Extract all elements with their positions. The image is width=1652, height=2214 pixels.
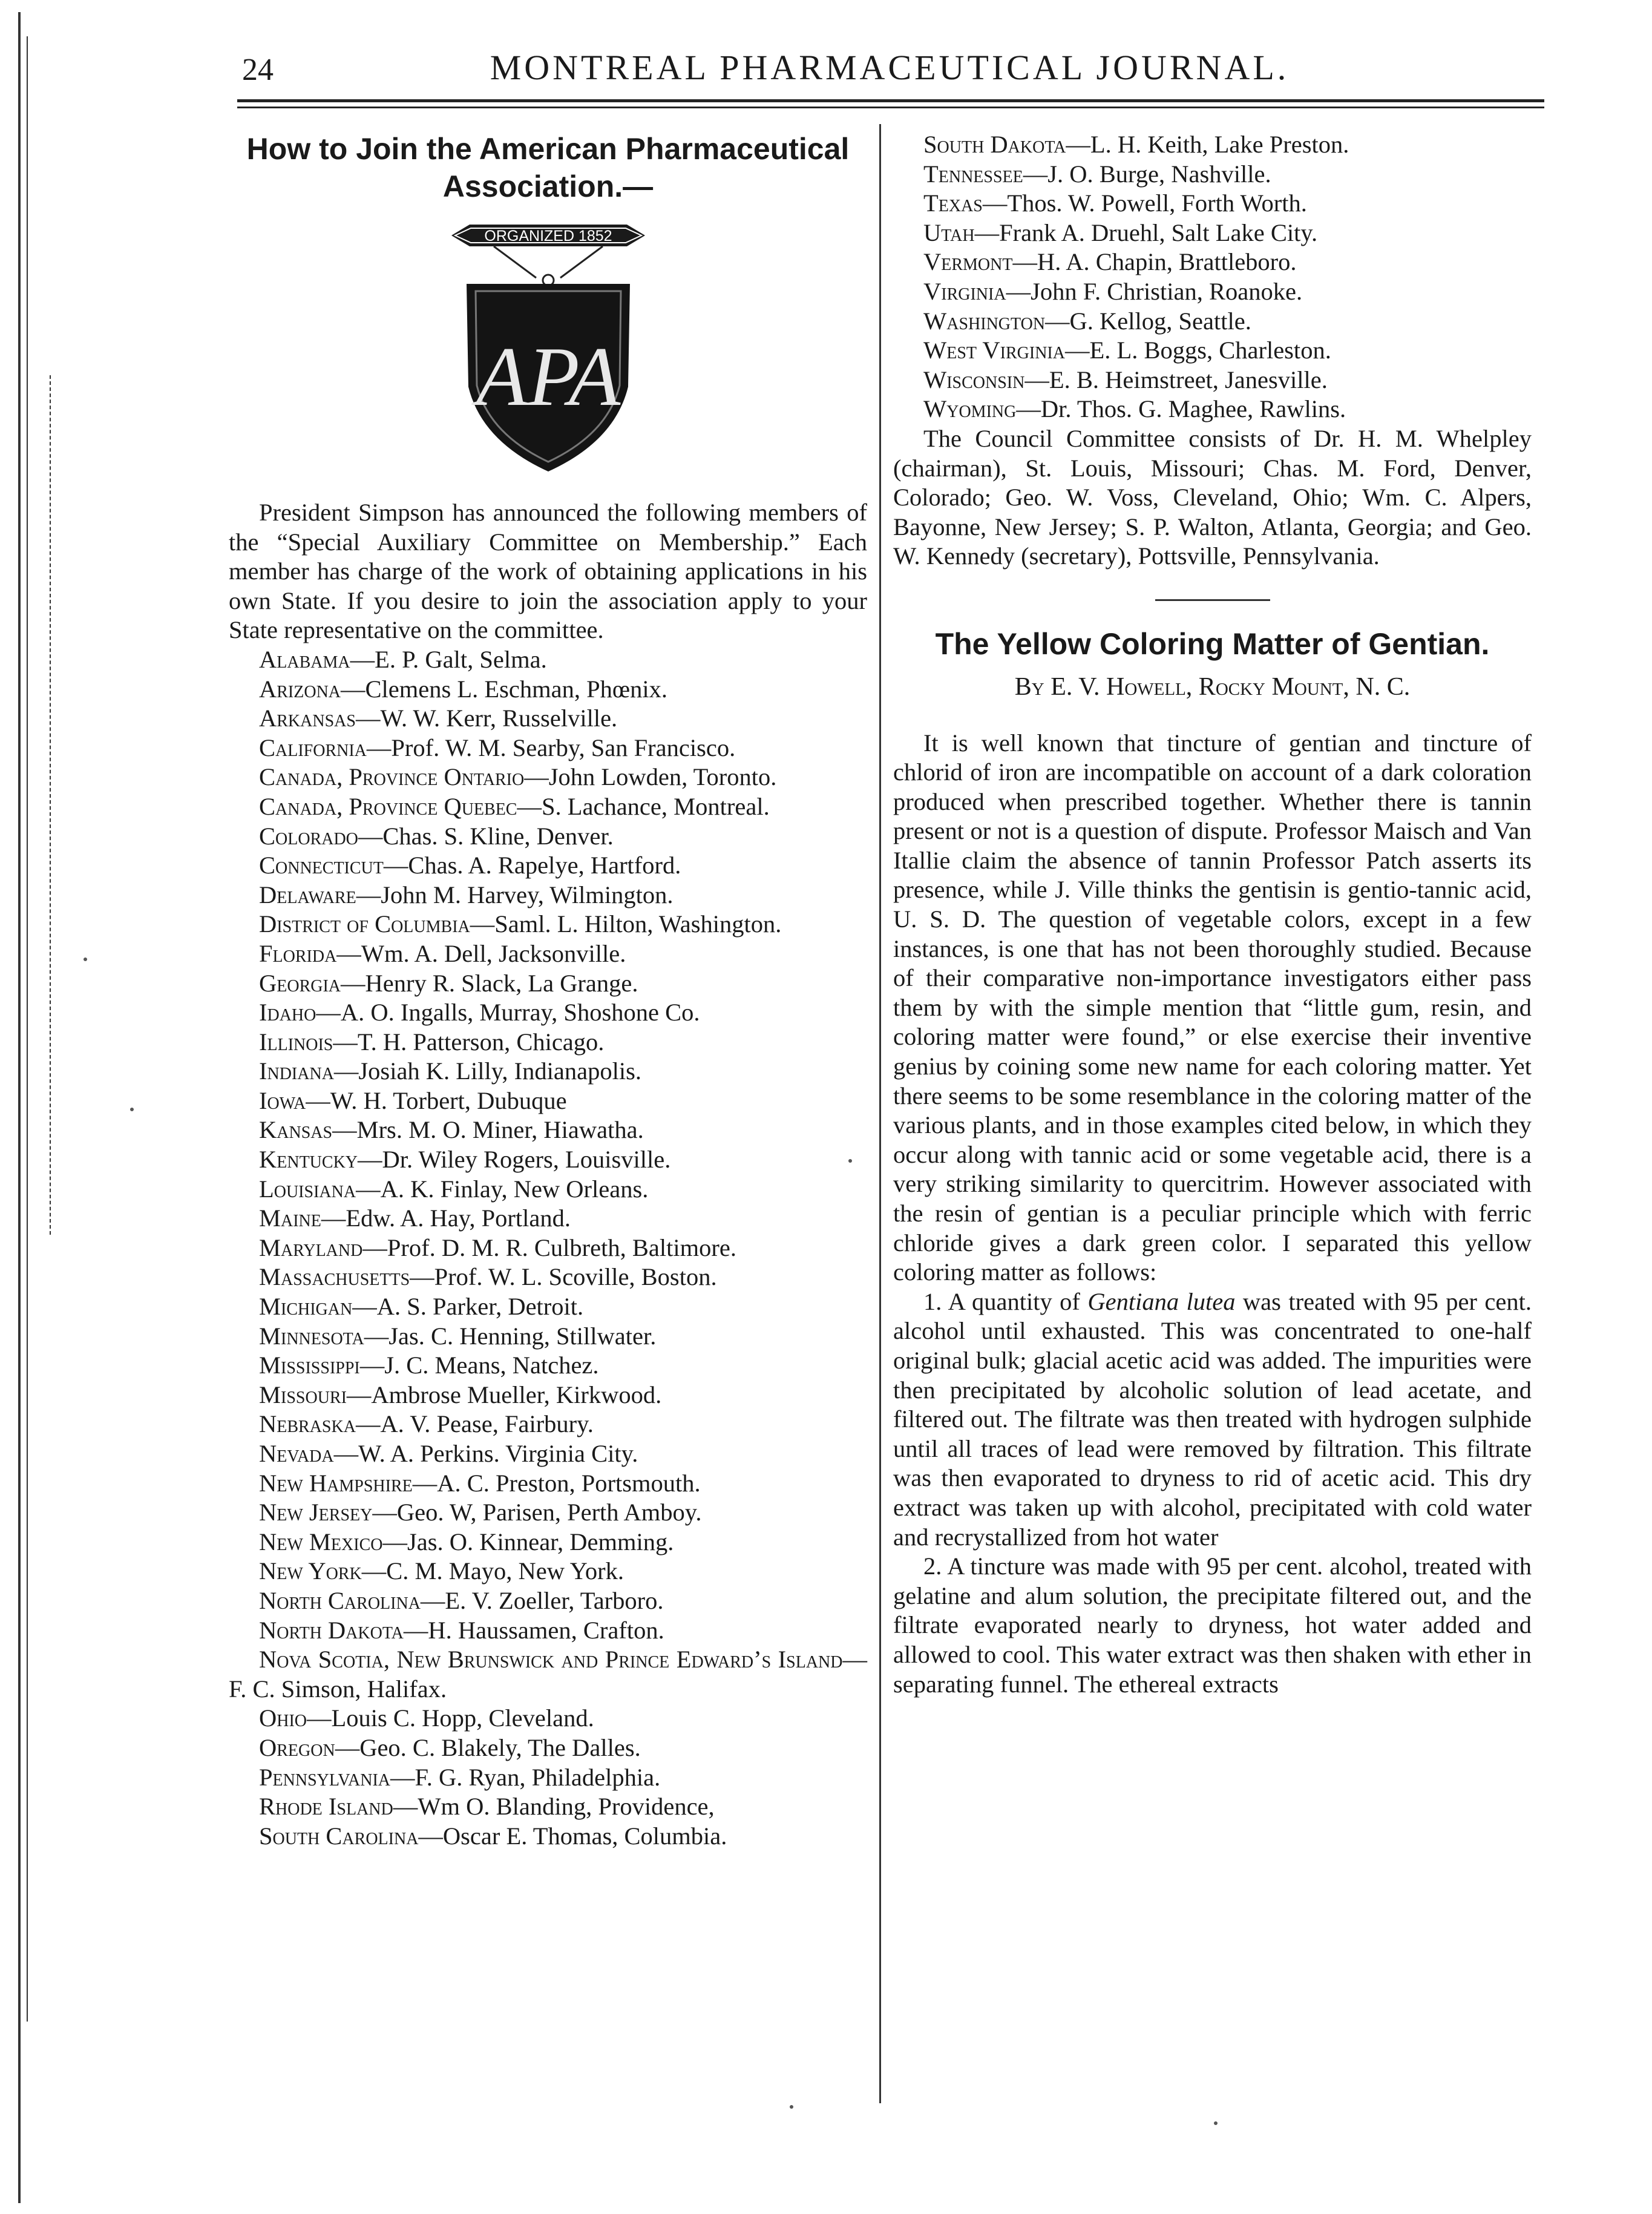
article-paragraph-1: It is well known that tincture of gentian and tincture of chlorid of iron are incompatible on account of a dark coloration produced when prescribed together. Whether there is tannin present or not is a question of dispute. Professor Maisch and Van Itallie claim the absence of tannin Professor Patch asserts its presence, while J. Ville thinks the gentisin is gentio-tannic acid, U. S. D. The question of vegetable colors, except in a few instances, is one that has not been thoroughly studied. Because of their comparative non-importance investigators either pass them by with the simple mention that “little gum, resin, and coloring matter were found,” or else exercise their inventive genius by coining some new name for each coloring matter. Yet there seems to be some resemblance in the coloring matter of the various plants, and in those examples cited below, in which they occur along with tannic acid or some vegetable acid, there is a very striking similarity to quercitrim. However associated with the resin of gentian is a peculiar principle which with ferric chloride gives a dark green color. I separated this yellow coloring matter as follows: [893, 729, 1532, 1286]
committee-entry [229, 1086, 867, 1116]
representative: —Josiah K. Lilly, Indianapolis. [333, 1057, 641, 1085]
state-name: Virginia [923, 277, 1006, 305]
state-name: Texas [923, 189, 983, 217]
committee-entry [229, 851, 867, 881]
state-name: Georgia [259, 969, 341, 997]
state-name: Washington [923, 307, 1046, 335]
representative: —E. V. Zoeller, Tarboro. [420, 1586, 664, 1614]
committee-entry [229, 792, 867, 822]
committee-entry [229, 1115, 867, 1145]
committee-entry [229, 1557, 867, 1586]
committee-entry [229, 645, 867, 675]
committee-entry [893, 336, 1532, 366]
representative: —G. Kellog, Seattle. [1045, 307, 1251, 335]
print-speck [848, 1159, 852, 1163]
committee-list-continued [893, 130, 1532, 424]
committee-entry [229, 734, 867, 763]
state-name: Iowa [259, 1086, 306, 1114]
representative: —John Lowden, Toronto. [524, 763, 777, 791]
council-paragraph: The Council Committee consists of Dr. H. M. Whelpley (chairman), St. Louis, Missouri; Chas. M. Ford, Denver, Colorado; Geo. W. Voss, Cleveland, Ohio; Wm. C. Alpers, Bayonne, New Jersey; S. P. Walton, Atlanta, Georgia; and Geo. W. Kennedy (secretary), Pottsville, Pennsylvania. [893, 424, 1532, 570]
representative: —A. C. Preston, Portsmouth. [412, 1469, 701, 1497]
representative: —Dr. Wiley Rogers, Louisville. [358, 1146, 671, 1174]
committee-entry [229, 1763, 867, 1793]
print-speck [84, 958, 87, 961]
state-name: Utah [923, 218, 975, 246]
committee-list [229, 645, 867, 1851]
representative: —Henry R. Slack, La Grange. [341, 969, 638, 997]
representative: —A. V. Pease, Fairbury. [355, 1410, 594, 1438]
state-name: South Dakota [923, 131, 1066, 158]
committee-entry [229, 1145, 867, 1175]
representative: —S. Lachance, Montreal. [517, 792, 770, 820]
representative: —Thos. W. Powell, Forth Worth. [982, 189, 1307, 217]
committee-entry [229, 1263, 867, 1292]
state-name: Rhode Island [259, 1793, 393, 1821]
committee-entry [893, 218, 1532, 248]
committee-entry [893, 395, 1532, 424]
state-name: New York [259, 1557, 362, 1585]
article-step-1 [893, 1287, 1532, 1552]
representative: —Wm. A. Dell, Jacksonville. [336, 939, 626, 967]
committee-entry [229, 1704, 867, 1733]
representative: —Ambrose Mueller, Kirkwood. [346, 1381, 662, 1408]
representative: —Prof. W. M. Searby, San Francisco. [366, 734, 736, 761]
state-name: North Carolina [259, 1586, 421, 1614]
representative: —Prof. D. M. R. Culbreth, Baltimore. [362, 1233, 736, 1261]
committee-entry [229, 969, 867, 999]
state-name: Pennsylvania [259, 1763, 390, 1791]
state-name: Arkansas [259, 705, 356, 732]
state-name: Delaware [259, 881, 356, 908]
committee-entry [229, 675, 867, 705]
representative: —Wm O. Blanding, Providence, [393, 1793, 715, 1821]
apa-badge-icon [433, 211, 663, 484]
badge-monogram: APA [476, 330, 620, 424]
representative: —E. L. Boggs, Charleston. [1064, 337, 1331, 364]
state-name: Colorado [259, 822, 358, 850]
committee-entry [229, 1057, 867, 1086]
representative: —F. C. Simson, Halifax. [229, 1646, 867, 1703]
representative: —Edw. A. Hay, Portland. [321, 1204, 571, 1232]
committee-entry [229, 1616, 867, 1646]
representative: —J. O. Burge, Nashville. [1023, 160, 1271, 188]
committee-entry [893, 307, 1532, 337]
committee-entry [229, 881, 867, 910]
representative: —W. A. Perkins. Virginia City. [333, 1440, 638, 1467]
print-speck [790, 2105, 793, 2109]
representative: —Prof. W. L. Scoville, Boston. [410, 1263, 717, 1291]
state-name: Idaho [259, 999, 316, 1027]
species-name: Gentiana lutea [1087, 1287, 1236, 1315]
representative: —W. W. Kerr, Russelville. [355, 705, 618, 732]
representative: —H. Haussamen, Crafton. [403, 1616, 664, 1644]
committee-entry [229, 1028, 867, 1057]
state-name: Louisiana [259, 1175, 356, 1203]
representative: —A. O. Ingalls, Murray, Shoshone Co. [316, 999, 700, 1027]
committee-entry [229, 1204, 867, 1233]
header-rule [237, 99, 1544, 102]
committee-entry [893, 277, 1532, 307]
committee-entry [229, 1822, 867, 1851]
representative: —F. G. Ryan, Philadelphia. [390, 1763, 661, 1791]
right-column [893, 130, 1532, 1699]
page-header [230, 47, 1549, 90]
committee-entry [229, 1645, 867, 1704]
step-1-text: was treated with 95 per cent. alcohol until exhausted. This was concentrated to one-half original bulk; glacial acetic acid was added. The impurities were then precipitated by alcoholic solution of lead acetate, and filtered out. The filtrate was then treated with hydrogen sulphide until all traces of lead were removed by filtration. This filtrate was then evaporated to dryness to rid of acetic acid. This dry extract was taken up with alcohol, precipitated with cold water and recrystallized from hot water [893, 1287, 1532, 1551]
state-name: New Mexico [259, 1528, 383, 1555]
committee-entry [229, 1586, 867, 1616]
representative: —H. A. Chapin, Brattleboro. [1012, 248, 1297, 276]
state-name: District of Columbia [259, 910, 470, 938]
committee-entry [229, 1792, 867, 1822]
representative: —C. M. Mayo, New York. [361, 1557, 624, 1585]
column-divider [879, 124, 881, 2103]
state-name: Connecticut [259, 852, 384, 879]
left-column [229, 130, 867, 1851]
committee-entry [229, 704, 867, 734]
state-name: Indiana [259, 1057, 334, 1085]
state-name: South Carolina [259, 1822, 419, 1850]
page-number: 24 [242, 53, 274, 87]
committee-entry [229, 998, 867, 1028]
print-speck [130, 1108, 134, 1111]
representative: —Louis C. Hopp, Cleveland. [307, 1704, 594, 1732]
state-name: Nebraska [259, 1410, 356, 1438]
committee-entry [229, 1381, 867, 1410]
intro-paragraph: President Simpson has announced the following members of the “Special Auxiliary Committee on Membership.” Each member has charge of the work of obtaining applications in his own State. If you desire to join the association apply to your State representative on the committee. [229, 499, 867, 644]
article-title-gentian: The Yellow Coloring Matter of Gentian. [935, 626, 1490, 661]
representative: —J. C. Means, Natchez. [359, 1352, 599, 1379]
representative: —Geo. W, Parisen, Perth Amboy. [372, 1499, 702, 1526]
committee-entry [229, 1469, 867, 1499]
state-name: Minnesota [259, 1322, 364, 1350]
committee-entry [229, 763, 867, 792]
state-name: California [259, 734, 367, 761]
state-name: Wisconsin [923, 366, 1025, 393]
state-name: Nova Scotia, New Brunswick and Prince Edward’s Island [259, 1646, 843, 1674]
committee-entry [229, 1322, 867, 1352]
representative: —E. B. Heimstreet, Janesville. [1024, 366, 1328, 393]
state-name: New Jersey [259, 1499, 373, 1526]
state-name: Ohio [259, 1704, 307, 1732]
section-divider [1155, 599, 1270, 601]
state-name: Tennessee [923, 160, 1023, 188]
state-name: Mississippi [259, 1352, 360, 1379]
committee-entry [229, 1175, 867, 1204]
representative: —Frank A. Druehl, Salt Lake City. [974, 218, 1318, 246]
committee-entry [893, 366, 1532, 395]
committee-entry [229, 1233, 867, 1263]
state-name: Illinois [259, 1028, 333, 1056]
representative: —T. H. Patterson, Chicago. [333, 1028, 605, 1056]
state-name: Alabama [259, 645, 350, 673]
state-name: Kansas [259, 1116, 333, 1144]
state-name: Vermont [923, 248, 1013, 276]
state-name: Florida [259, 939, 337, 967]
committee-entry [229, 1292, 867, 1322]
representative: —A. S. Parker, Detroit. [352, 1293, 584, 1321]
state-name: Canada, Province Quebec [259, 792, 517, 820]
representative: —Jas. C. Henning, Stillwater. [364, 1322, 657, 1350]
state-name: Michigan [259, 1293, 353, 1321]
article-step-2: 2. A tincture was made with 95 per cent. alcohol, treated with gelatine and alum solution, the precipitate filtered out, and the filtrate evaporated nearly to dryness, hot water added and allowed to cool. This water extract was then shaken with ether in separating funnel. The ethereal extracts [893, 1552, 1532, 1698]
committee-entry [229, 1528, 867, 1557]
representative: —E. P. Galt, Selma. [350, 645, 547, 673]
step-1-prefix: 1. A quantity of [923, 1287, 1088, 1315]
print-speck [1214, 2121, 1218, 2125]
representative: —Clemens L. Eschman, Phœnix. [341, 675, 667, 703]
committee-entry [229, 1410, 867, 1439]
representative: —Geo. C. Blakely, The Dalles. [335, 1733, 641, 1761]
state-name: New Hampshire [259, 1469, 413, 1497]
committee-entry [229, 910, 867, 939]
representative: —John M. Harvey, Wilmington. [356, 881, 674, 908]
state-name: Missouri [259, 1381, 347, 1408]
committee-entry [229, 822, 867, 852]
representative: —Saml. L. Hilton, Washington. [470, 910, 782, 938]
committee-entry [893, 130, 1532, 160]
representative: —L. H. Keith, Lake Preston. [1066, 131, 1349, 158]
state-name: West Virginia [923, 337, 1065, 364]
committee-entry [229, 1498, 867, 1528]
representative: —John F. Christian, Roanoke. [1006, 277, 1303, 305]
state-name: Massachusetts [259, 1263, 410, 1291]
header-rule-double [237, 107, 1544, 108]
representative: —Chas. A. Rapelye, Hartford. [383, 852, 681, 879]
article-heading-apa: How to Join the American Pharmaceutical Association.— [246, 132, 850, 203]
article-byline: By E. V. Howell, Rocky Mount, N. C. [1014, 672, 1411, 701]
representative: —Chas. S. Kline, Denver. [358, 822, 614, 850]
committee-entry [229, 1733, 867, 1763]
representative: —A. K. Finlay, New Orleans. [356, 1175, 649, 1203]
state-name: Arizona [259, 675, 341, 703]
state-name: Nevada [259, 1440, 334, 1467]
state-name: North Dakota [259, 1616, 404, 1644]
committee-entry [893, 189, 1532, 218]
representative: —Mrs. M. O. Miner, Hiawatha. [332, 1116, 644, 1144]
representative: —Jas. O. Kinnear, Demming. [382, 1528, 674, 1555]
state-name: Oregon [259, 1733, 335, 1761]
representative: —W. H. Torbert, Dubuque [306, 1086, 567, 1114]
representative: —Dr. Thos. G. Maghee, Rawlins. [1016, 395, 1346, 423]
journal-title: MONTREAL PHARMACEUTICAL JOURNAL. [490, 48, 1290, 87]
state-name: Maryland [259, 1233, 363, 1261]
state-name: Kentucky [259, 1146, 358, 1174]
representative: —Oscar E. Thomas, Columbia. [418, 1822, 727, 1850]
committee-entry [229, 1439, 867, 1469]
badge-ribbon-text: ORGANIZED 1852 [483, 228, 612, 245]
state-name: Canada, Province Ontario [259, 763, 525, 791]
committee-entry [893, 160, 1532, 189]
state-name: Wyoming [923, 395, 1017, 423]
state-name: Maine [259, 1204, 321, 1232]
binding-edge [18, 12, 54, 2203]
committee-entry [893, 248, 1532, 277]
committee-entry [229, 939, 867, 969]
committee-entry [229, 1351, 867, 1381]
